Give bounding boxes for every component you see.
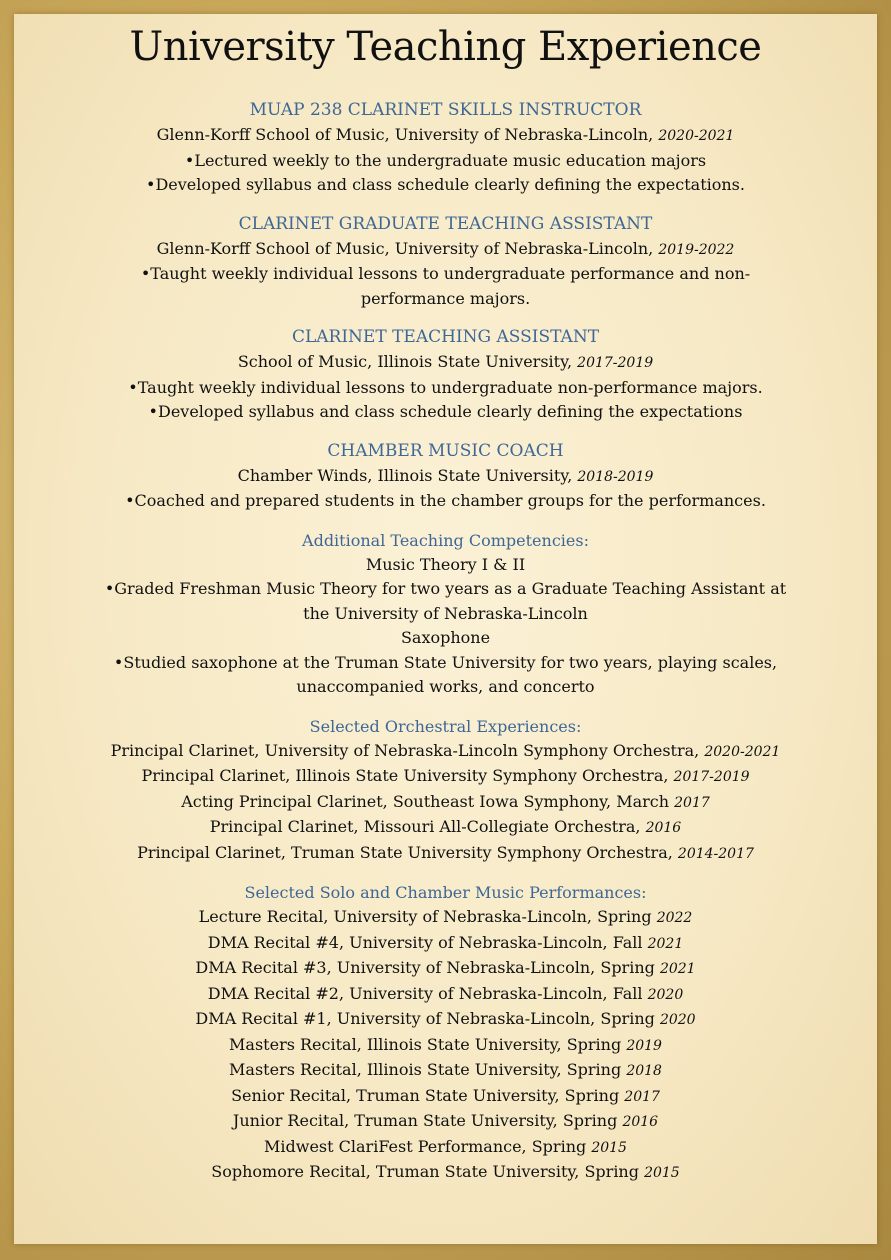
competencies-heading: Additional Teaching Competencies:	[302, 530, 589, 550]
performance-item: DMA Recital #3, University of Nebraska-Lincoln, Spring 2021	[195, 958, 696, 977]
orchestral-section	[14, 714, 877, 867]
position-heading: CHAMBER MUSIC COACH	[327, 440, 564, 461]
position-heading: CLARINET GRADUATE TEACHING ASSISTANT	[238, 213, 653, 234]
performance-date: 2016	[622, 1114, 659, 1130]
position-section	[14, 98, 877, 198]
position-place: School of Music, Illinois State University, 2017-2019	[237, 352, 654, 371]
orchestral-date: 2016	[645, 820, 682, 836]
document-content	[14, 98, 877, 1200]
page-title: University Teaching Experience	[129, 24, 762, 70]
orchestral-date: 2014-2017	[677, 845, 754, 862]
competency-subject: Saxophone	[400, 628, 491, 647]
performance-item: Junior Recital, Truman State University, Spring 2016	[232, 1111, 659, 1130]
orchestral-item: Acting Principal Clarinet, Southeast Iowa Symphony, March 2017	[181, 791, 710, 811]
performance-date: 2021	[647, 935, 684, 952]
position-bullet: •Taught weekly individual lessons to undergraduate non-performance majors.	[128, 377, 763, 397]
performance-item: Masters Recital, Illinois State University, Spring 2019	[229, 1034, 662, 1054]
orchestral-item: Principal Clarinet, Missouri All-Collegiate Orchestra, 2016	[209, 817, 682, 836]
performances-heading: Selected Solo and Chamber Music Performances:	[244, 883, 647, 902]
position-date: 2017-2019	[577, 355, 654, 371]
performance-date: 2015	[591, 1139, 627, 1156]
orchestral-item: Principal Clarinet, University of Nebraska-Lincoln Symphony Orchestra, 2020-2021	[110, 740, 781, 760]
position-section	[14, 212, 877, 312]
performance-date: 2022	[656, 910, 693, 926]
performance-date: 2020	[659, 1012, 696, 1028]
performance-date: 2015	[644, 1165, 680, 1181]
position-section	[14, 325, 877, 425]
orchestral-item: Principal Clarinet, Truman State University Symphony Orchestra, 2014-2017	[137, 842, 754, 862]
performance-item: DMA Recital #2, University of Nebraska-Lincoln, Fall 2020	[207, 983, 684, 1003]
position-bullet: •Developed syllabus and class schedule clearly defining the expectations	[148, 402, 743, 421]
orchestral-date: 2017	[674, 794, 710, 811]
performance-item: DMA Recital #4, University of Nebraska-Lincoln, Fall 2021	[207, 932, 684, 952]
position-bullet: •Developed syllabus and class schedule clearly defining the expectations.	[146, 175, 745, 194]
position-date: 2020-2021	[658, 128, 735, 144]
competency-detail: •Graded Freshman Music Theory for two years as a Graduate Teaching Assistant at the University of Nebraska-Lincoln	[104, 579, 787, 623]
position-heading: CLARINET TEACHING ASSISTANT	[291, 327, 600, 347]
performance-item: Masters Recital, Illinois State University, Spring 2018	[229, 1060, 662, 1079]
performance-item: Midwest ClariFest Performance, Spring 2015	[264, 1136, 627, 1156]
performance-date: 2020	[647, 986, 684, 1003]
orchestral-item: Principal Clarinet, Illinois State University Symphony Orchestra, 2017-2019	[141, 766, 750, 785]
performance-item: DMA Recital #1, University of Nebraska-Lincoln, Spring 2020	[195, 1009, 696, 1028]
competency-subject: Music Theory I & II	[365, 554, 526, 574]
position-date: 2019-2022	[658, 241, 735, 258]
position-date: 2018-2019	[577, 468, 654, 485]
position-bullet: •Lectured weekly to the undergraduate music education majors	[184, 150, 707, 170]
performance-item: Senior Recital, Truman State University, Spring 2017	[231, 1085, 660, 1105]
position-place: Glenn-Korff School of Music, University of Nebraska-Lincoln, 2019-2022	[156, 238, 735, 258]
position-bullet: •Coached and prepared students in the chamber groups for the performances.	[125, 491, 766, 510]
performance-date: 2017	[624, 1088, 660, 1105]
performance-date: 2019	[626, 1037, 662, 1054]
orchestral-date: 2017-2019	[673, 769, 750, 785]
orchestral-date: 2020-2021	[704, 743, 781, 760]
position-place: Glenn-Korff School of Music, University of Nebraska-Lincoln, 2020-2021	[156, 125, 735, 144]
position-bullet: •Taught weekly individual lessons to undergraduate performance and non-performance majors.	[140, 264, 751, 308]
position-heading: MUAP 238 CLARINET SKILLS INSTRUCTOR	[249, 100, 642, 120]
position-section	[14, 439, 877, 514]
competencies-section	[14, 528, 877, 700]
position-place: Chamber Winds, Illinois State University, 2018-2019	[237, 465, 654, 485]
performance-date: 2021	[659, 961, 696, 977]
performance-date: 2018	[626, 1063, 662, 1079]
performance-item: Lecture Recital, University of Nebraska-Lincoln, Spring 2022	[198, 907, 693, 926]
competency-detail: •Studied saxophone at the Truman State University for two years, playing scales, unaccompanied works, and concerto	[113, 652, 778, 696]
orchestral-heading: Selected Orchestral Experiences:	[309, 716, 582, 736]
performances-section	[14, 880, 877, 1186]
performance-item: Sophomore Recital, Truman State University, Spring 2015	[211, 1162, 680, 1181]
document-page	[14, 14, 877, 1244]
